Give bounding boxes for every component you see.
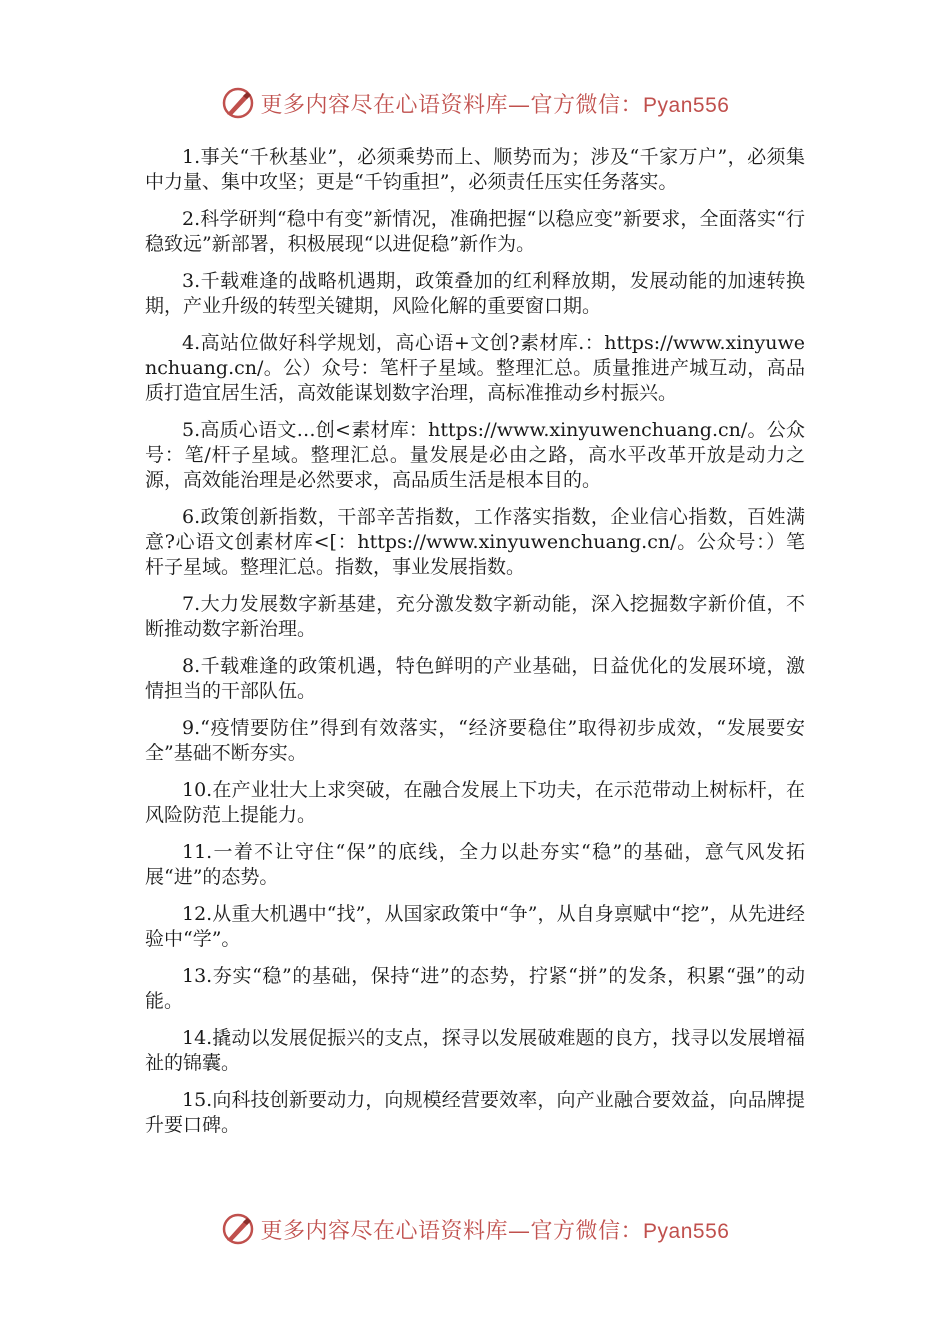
- list-item: 2.科学研判“稳中有变”新情况，准确把握“以稳应变”新要求，全面落实“行稳致远”新部署，积极展现“以进促稳”新作为。: [145, 208, 805, 255]
- list-item: 15.向科技创新要动力，向规模经营要效率，向产业融合要效益，向品牌提升要口碑。: [145, 1089, 805, 1136]
- document-body: [145, 145, 805, 1150]
- list-item: 8.千载难逢的政策机遇，特色鲜明的产业基础，日益优化的发展环境，激情担当的干部队伍。: [145, 655, 805, 702]
- wechat-id: Pyan556: [643, 1219, 730, 1243]
- pen-circle-icon: [221, 86, 255, 120]
- list-item: 14.撬动以发展促振兴的支点，探寻以发展破难题的良方，找寻以发展增福祉的锦囊。: [145, 1027, 805, 1074]
- list-item: 7.大力发展数字新基建，充分激发数字新动能，深入挖掘数字新价值，不断推动数字新治理。: [145, 593, 805, 640]
- list-item: 5.高质心语文…创<素材库：https://www.xinyuwenchuang.cn/。公众号：笔/杆子星域。整理汇总。量发展是必由之路，高水平改革开放是动力之源，高效能治理是必然要求，高品质生活是根本目的。: [145, 419, 805, 491]
- list-item: 11.一着不让守住“保”的底线，全力以赴夯实“稳”的基础，意气风发拓展“进”的态势。: [145, 841, 805, 888]
- list-item: 9.“疫情要防住”得到有效落实，“经济要稳住”取得初步成效，“发展要安全”基础不断夯实。: [145, 717, 805, 764]
- list-item: 12.从重大机遇中“找”，从国家政策中“争”，从自身禀赋中“挖”，从先进经验中“学”。: [145, 903, 805, 950]
- list-item: 10.在产业壮大上求突破，在融合发展上下功夫，在示范带动上树标杆，在风险防范上提能力。: [145, 779, 805, 826]
- list-item: 3.千载难逢的战略机遇期，政策叠加的红利释放期，发展动能的加速转换期，产业升级的转型关键期，风险化解的重要窗口期。: [145, 270, 805, 317]
- banner-text: 更多内容尽在心语资料库—官方微信：Pyan556: [260, 1218, 730, 1244]
- pen-circle-icon: [221, 1212, 255, 1246]
- list-item: 13.夯实“稳”的基础，保持“进”的态势，拧紧“拼”的发条，积累“强”的动能。: [145, 965, 805, 1012]
- list-item: 1.事关“千秋基业”，必须乘势而上、顺势而为；涉及“千家万户”，必须集中力量、集中攻坚；更是“千钧重担”，必须责任压实任务落实。: [145, 146, 805, 193]
- header-banner: [0, 83, 950, 123]
- list-item: 6.政策创新指数，干部辛苦指数，工作落实指数，企业信心指数，百姓满意?心语文创素材库<[：https://www.xinyuwenchuang.cn/。公众号：）笔杆子星域。整理汇总。指数，事业发展指数。: [145, 506, 805, 578]
- list-item: 4.高站位做好科学规划，高心语+文创?素材库.：https://www.xinyuwenchuang.cn/。公）众号：笔杆子星域。整理汇总。质量推进产城互动，高品质打造宜居生活，高效能谋划数字治理，高标准推动乡村振兴。: [145, 332, 805, 404]
- wechat-id: Pyan556: [643, 93, 730, 117]
- footer-banner: [0, 1209, 950, 1249]
- banner-text: 更多内容尽在心语资料库—官方微信：Pyan556: [260, 92, 730, 118]
